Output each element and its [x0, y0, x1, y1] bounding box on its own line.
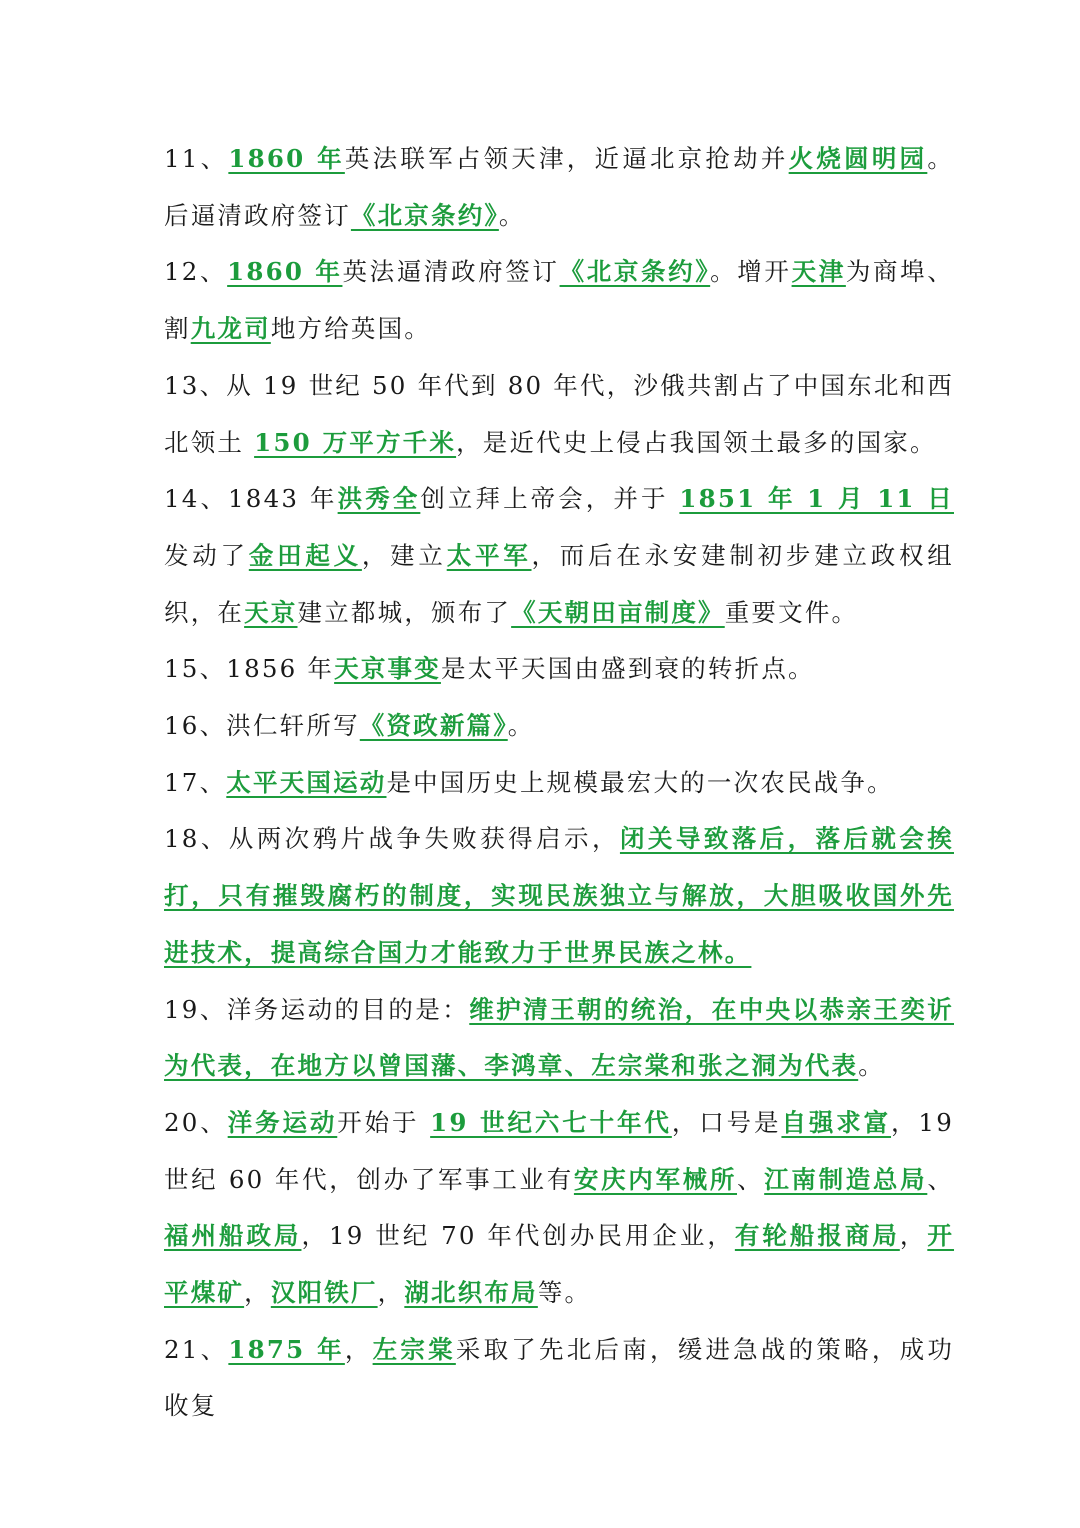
highlight-place: 九龙司 [190, 314, 271, 344]
highlight-enterprise: 江南制造总局 [764, 1164, 928, 1194]
item-number: 17、 [164, 767, 227, 797]
highlight-enterprise: 安庆内军械所 [573, 1164, 738, 1194]
highlight-year: 1860 年 [227, 257, 343, 287]
highlight-event: 火烧圆明园 [788, 144, 928, 173]
body-text: ，而后在永安建制初步建立政权组织，在 [164, 540, 954, 627]
body-text: 、 [927, 1164, 955, 1194]
body-text: 。增开 [710, 257, 792, 287]
body-text: 为商埠、割 [164, 257, 954, 344]
highlight-area: 150 万平方千米 [254, 427, 457, 457]
body-text: ，19 世纪 60 年代，创办了军事工业有 [164, 1107, 955, 1194]
highlight-period: 19 世纪六七十年代 [430, 1107, 672, 1137]
body-text: 发动了 [164, 540, 249, 570]
highlight-event: 太平天国运动 [226, 767, 387, 797]
highlight-treaty: 《北京条约》 [559, 257, 711, 287]
item-19 [164, 982, 954, 1095]
body-text: ， [899, 1221, 928, 1251]
body-text: 18、从两次鸦片战争失败获得启示， [164, 824, 620, 854]
body-text: 。后逼清政府签订 [164, 144, 955, 230]
highlight-year: 1875 年 [228, 1334, 345, 1364]
highlight-date: 1851 年 1 月 11 日 [679, 484, 954, 514]
body-text: 建立都城，颁布了 [297, 597, 512, 627]
highlight-enterprise: 开平煤矿 [164, 1221, 955, 1308]
item-17 [164, 755, 954, 812]
body-text: ， [244, 1278, 271, 1308]
highlight-movement: 洋务运动 [227, 1107, 338, 1137]
item-12 [164, 244, 954, 357]
item-18 [164, 811, 954, 981]
body-text: 15、1856 年 [164, 654, 335, 684]
item-number: 21、 [164, 1334, 229, 1364]
item-20 [164, 1095, 954, 1322]
item-13 [164, 358, 954, 471]
body-text: 采取了先北后南，缓进急战的策略，成功收复 [164, 1334, 955, 1421]
highlight-army: 太平军 [446, 540, 532, 570]
body-text: 13、从 19 世纪 50 年代到 80 年代，沙俄共割占了中国东北和西北领土 [164, 370, 954, 457]
body-text: ， [344, 1334, 373, 1364]
highlight-document: 《天朝田亩制度》 [511, 597, 725, 627]
body-text: 16、洪仁轩所写 [164, 711, 360, 741]
highlight-enterprise: 有轮船报商局 [734, 1221, 900, 1251]
body-text: 创立拜上帝会，并于 [420, 484, 680, 514]
body-text: ，口号是 [671, 1107, 782, 1137]
body-text: 是太平天国由盛到衰的转折点。 [440, 654, 815, 684]
item-21 [164, 1322, 954, 1435]
body-text: ，建立 [361, 540, 447, 570]
body-text: 等。 [537, 1278, 592, 1308]
highlight-document: 《资政新篇》 [359, 711, 508, 741]
highlight-lesson: 闭关导致落后，落后就会挨打，只有摧毁腐朽的制度，实现民族独立与解放，大胆吸收国外先进技术，提高综合国力才能致力于世界民族之林。 [164, 824, 954, 967]
item-11 [164, 131, 954, 244]
item-number: 12、 [164, 257, 228, 287]
body-text: 。 [858, 1051, 885, 1081]
highlight-place: 天津 [791, 257, 846, 287]
item-16 [164, 698, 954, 755]
body-text: 。 [507, 711, 535, 741]
body-text: 重要文件。 [724, 597, 859, 627]
item-15 [164, 641, 954, 698]
item-number: 11、 [164, 144, 229, 173]
highlight-enterprise: 湖北织布局 [404, 1278, 538, 1308]
highlight-enterprise: 福州船政局 [164, 1221, 302, 1251]
body-text: ，是近代史上侵占我国领土最多的国家。 [456, 427, 937, 457]
highlight-purpose: 维护清王朝的统治，在中央以恭亲王奕䜣为代表，在地方以曾国藩、李鸿章、左宗棠和张之洞为代表 [164, 994, 954, 1081]
highlight-event: 天京事变 [334, 654, 441, 684]
highlight-event: 金田起义 [248, 540, 362, 570]
highlight-person: 左宗棠 [372, 1334, 456, 1364]
highlight-treaty: 《北京条约》 [350, 200, 499, 230]
body-text: 英法联军占领天津，近逼北京抢劫并 [344, 144, 789, 173]
highlight-enterprise: 汉阳铁厂 [270, 1278, 378, 1308]
body-text: 。 [498, 200, 526, 230]
item-14 [164, 471, 954, 641]
highlight-place: 天京 [244, 597, 298, 627]
body-text: 19、洋务运动的目的是： [164, 994, 470, 1024]
body-text: 英法逼清政府签订 [342, 257, 560, 287]
body-text: 、 [737, 1164, 765, 1194]
body-text: ，19 世纪 70 年代创办民用企业， [301, 1221, 735, 1251]
body-text: 是中国历史上规模最宏大的一次农民战争。 [386, 767, 894, 797]
item-number: 20、 [164, 1107, 228, 1137]
body-text: ， [377, 1278, 405, 1308]
body-text: 地方给英国。 [270, 314, 432, 344]
highlight-year: 1860 年 [228, 144, 345, 173]
document-page [164, 131, 954, 1435]
highlight-person: 洪秀全 [337, 484, 421, 514]
highlight-slogan: 自强求富 [781, 1107, 892, 1137]
body-text: 开始于 [337, 1107, 431, 1137]
body-text: 14、1843 年 [164, 484, 338, 514]
